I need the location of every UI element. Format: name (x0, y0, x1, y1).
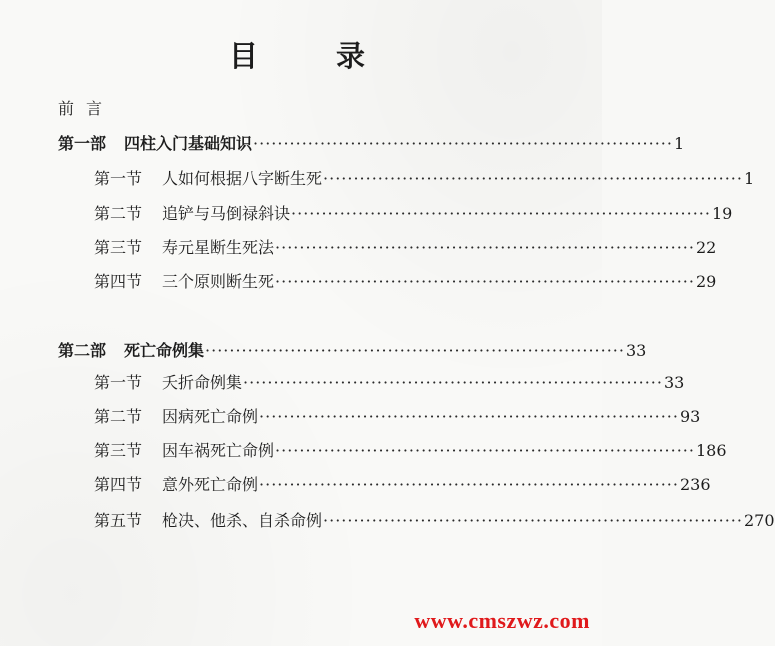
toc-page-number: 186 (695, 441, 727, 460)
toc-part-1[interactable] (58, 131, 685, 154)
toc-section-2-4[interactable] (94, 472, 711, 495)
toc-section-number: 第四节 (94, 475, 143, 494)
toc-leader-dots: ····································································· (205, 341, 625, 360)
toc-page-number: 29 (695, 272, 717, 291)
toc-part-number: 第二部 (58, 341, 107, 360)
toc-section-number: 第三节 (94, 441, 143, 460)
toc-section-label (94, 235, 274, 258)
toc-section-label (94, 370, 242, 393)
toc-section-2-1[interactable] (94, 370, 685, 393)
toc-part-number: 第一部 (58, 134, 107, 153)
toc-leader-dots: ····································································· (253, 134, 673, 153)
toc-page-number: 270 (743, 511, 775, 530)
site-watermark: www.cmszwz.com (414, 608, 590, 633)
toc-section-title: 意外死亡命例 (162, 475, 259, 494)
toc-section-number: 第一节 (94, 373, 143, 392)
toc-part-label (58, 131, 252, 154)
toc-section-title: 因病死亡命例 (162, 407, 259, 426)
toc-section-title: 寿元星断生死法 (162, 238, 275, 257)
toc-section-title: 三个原则断生死 (162, 272, 275, 291)
toc-page-number: 33 (663, 373, 685, 392)
toc-leader-dots: ····································································· (259, 475, 679, 494)
toc-section-1-2[interactable] (94, 201, 733, 224)
toc-leader-dots: ····································································· (259, 407, 679, 426)
toc-section-label (94, 472, 258, 495)
toc-page-number: 22 (695, 238, 717, 257)
toc-section-label (94, 438, 274, 461)
toc-section-label (94, 201, 290, 224)
toc-part-2[interactable] (58, 338, 647, 361)
toc-page-number: 19 (711, 204, 733, 223)
toc-section-number: 第一节 (94, 169, 143, 188)
toc-section-title: 人如何根据八字断生死 (162, 169, 323, 188)
toc-page-number: 33 (625, 341, 647, 360)
toc-section-title: 枪决、他杀、自杀命例 (162, 511, 323, 530)
toc-leader-dots: ····································································· (275, 441, 695, 460)
toc-section-number: 第二节 (94, 407, 143, 426)
toc-section-1-1[interactable] (94, 166, 755, 189)
toc-section-number: 第五节 (94, 511, 143, 530)
toc-page-number: 93 (679, 407, 701, 426)
toc-section-2-2[interactable] (94, 404, 701, 427)
preface-entry[interactable]: 前言 (58, 99, 115, 118)
toc-section-2-5[interactable] (94, 508, 775, 531)
toc-leader-dots: ····································································· (323, 169, 743, 188)
toc-page-number: 1 (673, 134, 685, 153)
toc-section-number: 第三节 (94, 238, 143, 257)
toc-section-title: 因车祸死亡命例 (162, 441, 275, 460)
toc-leader-dots: ····································································· (275, 272, 695, 291)
toc-section-title: 夭折命例集 (162, 373, 243, 392)
toc-section-label (94, 166, 322, 189)
toc-section-2-3[interactable] (94, 438, 727, 461)
page-title: 目 录 (228, 39, 400, 73)
toc-leader-dots: ····································································· (323, 511, 743, 530)
toc-leader-dots: ····································································· (275, 238, 695, 257)
toc-section-label (94, 508, 322, 531)
toc-section-number: 第二节 (94, 204, 143, 223)
toc-section-1-4[interactable] (94, 269, 717, 292)
toc-leader-dots: ····································································· (243, 373, 663, 392)
toc-section-label (94, 404, 258, 427)
toc-part-label (58, 338, 204, 361)
toc-page-number: 1 (743, 169, 755, 188)
toc-section-label (94, 269, 274, 292)
toc-part-title: 四柱入门基础知识 (124, 134, 253, 153)
toc-section-title: 追铲与马倒禄斜诀 (162, 204, 291, 223)
toc-leader-dots: ····································································· (291, 204, 711, 223)
toc-part-title: 死亡命例集 (124, 341, 205, 360)
toc-page-number: 236 (679, 475, 711, 494)
toc-section-1-3[interactable] (94, 235, 717, 258)
toc-section-number: 第四节 (94, 272, 143, 291)
